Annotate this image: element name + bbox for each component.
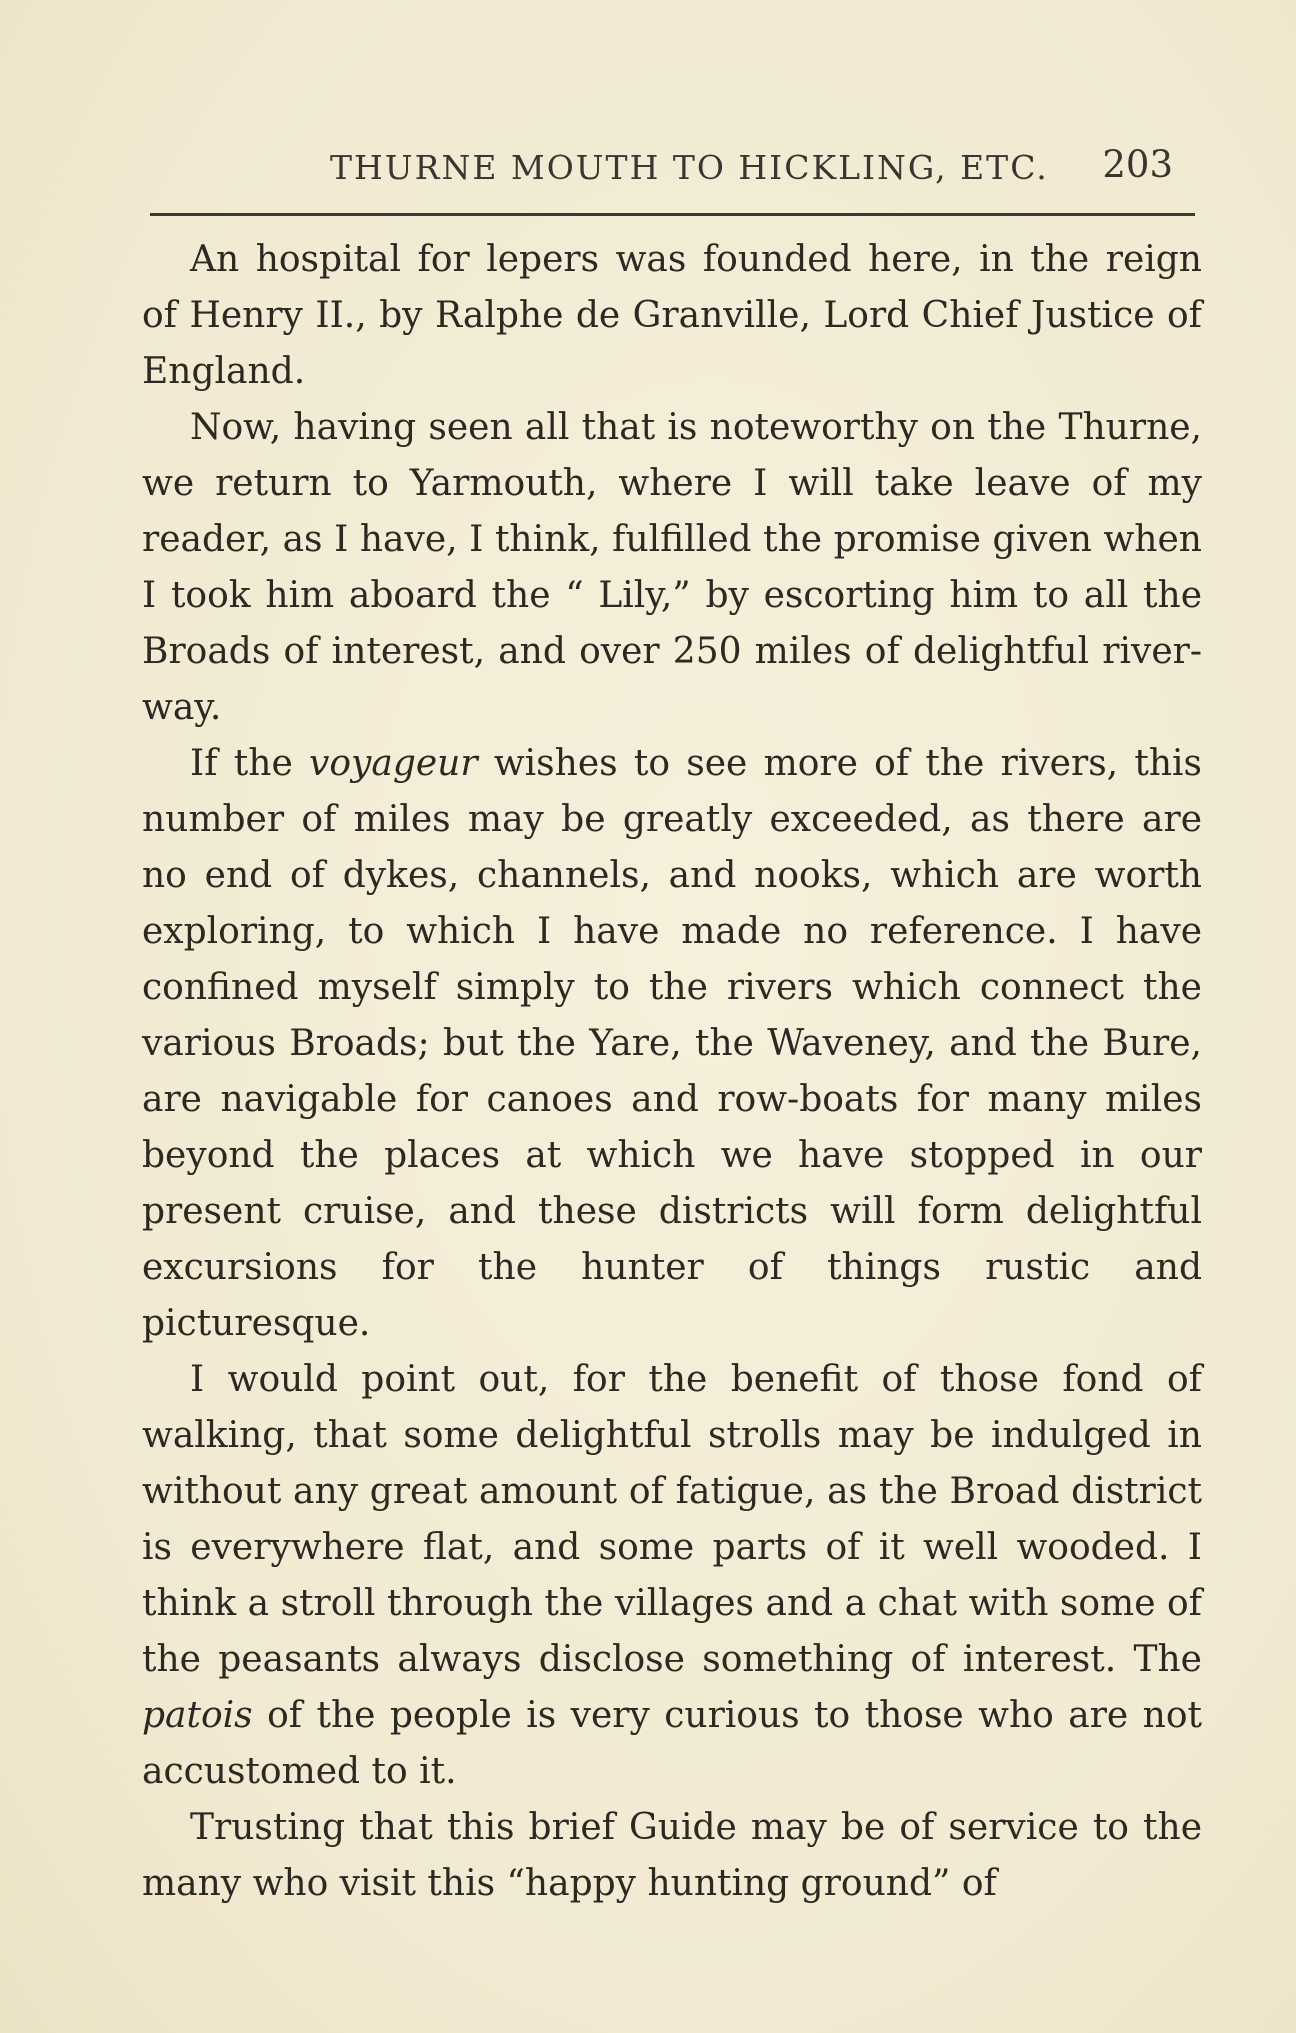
paragraph-3 <box>142 736 1202 1352</box>
paragraph-5: Trusting that this brief Guide may be of service to the many who visit this “happy hunting ground” of <box>142 1807 1202 1904</box>
running-title: THURNE MOUTH TO HICKLING, ETC. <box>330 148 1049 187</box>
page-header <box>150 140 1195 190</box>
paragraph-2: Now, having seen all that is noteworthy on the Thurne, we return to Yarmouth, where I will take leave of my reader, as I have, I think, fulfilled the promise given when I took him aboard the “ Lily,” by escorting him to all the Broads of interest, and over 250 miles of delightful river-way. <box>142 407 1202 728</box>
paragraph-4-rest: of the people is very curious to those who are not accustomed to it. <box>142 1695 1202 1792</box>
page-number: 203 <box>1102 143 1173 186</box>
header-rule <box>150 213 1195 216</box>
body-text <box>142 232 1202 1912</box>
paragraph-4 <box>142 1352 1202 1800</box>
paragraph-4-start: I would point out, for the benefit of those fond of walking, that some delightful strolls may be indulged in without any great amount of fatigue, as the Broad district is everywhere flat, and some parts of it well wooded. I think a stroll through the villages and a chat with some of the peasants always disclose something of interest. The <box>142 1359 1202 1680</box>
paragraph-3-start: If the <box>190 743 310 784</box>
paragraph-1: An hospital for lepers was founded here, in the reign of Henry II., by Ralphe de Granville, Lord Chief Justice of England. <box>142 239 1202 392</box>
paragraph-3-rest: wishes to see more of the rivers, this number of miles may be greatly exceeded, as there are no end of dykes, channels, and nooks, which are worth exploring, to which I have made no reference. I have confined myself simply to the rivers which connect the various Broads; but the Yare, the Waveney, and the Bure, are navigable for canoes and row-boats for many miles beyond the places at which we have stopped in our present cruise, and these districts will form delightful excursions for the hunter of things rustic and picturesque. <box>142 743 1203 1344</box>
italic-patois: patois <box>142 1695 253 1736</box>
italic-voyageur: voyageur <box>309 743 478 784</box>
